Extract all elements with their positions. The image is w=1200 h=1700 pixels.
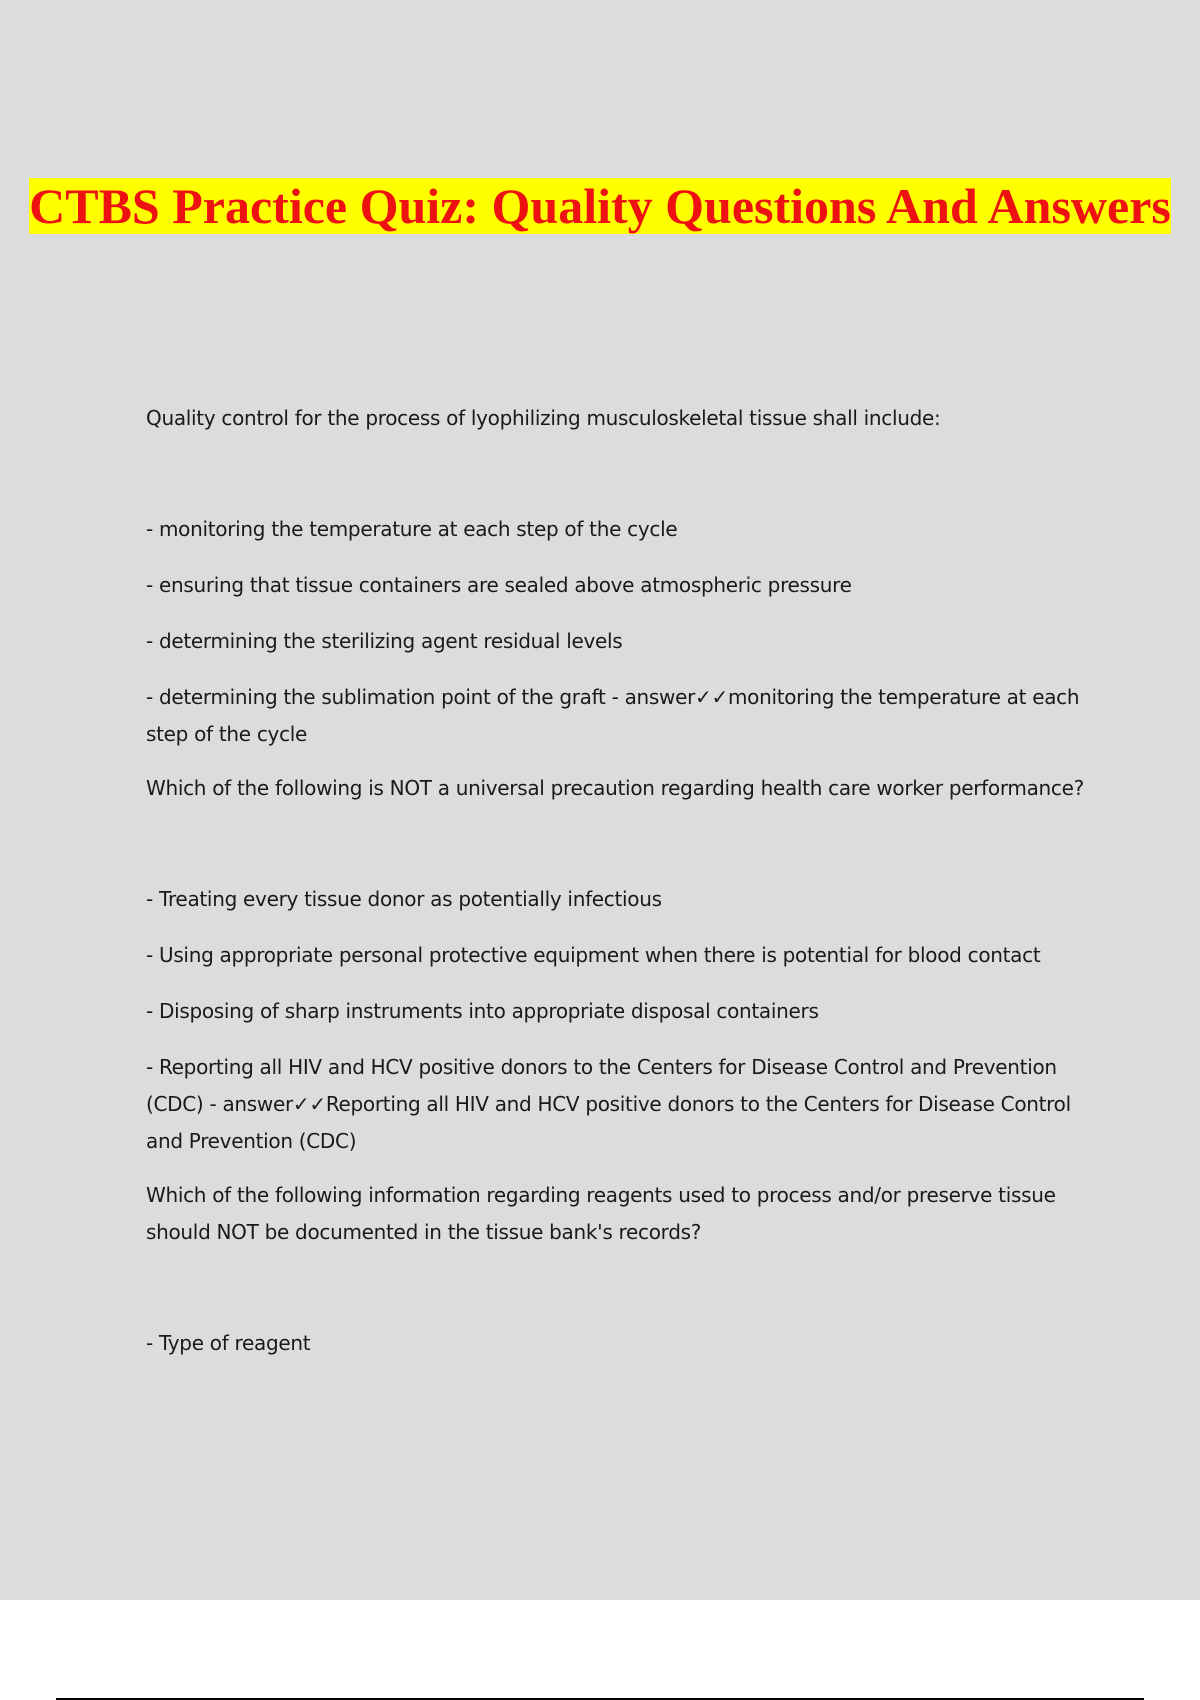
question-1-option-4-answer: - determining the sublimation point of the graft - answer✓✓monitoring the temperature at each step of the cycle [146,685,1080,746]
question-1-option-2: - ensuring that tissue containers are sealed above atmospheric pressure [146,573,852,597]
question-3-option-1: - Type of reagent [146,1331,311,1355]
question-1-option-3: - determining the sterilizing agent residual levels [146,629,623,653]
question-3: Which of the following information regarding reagents used to process and/or preserve tissue should NOT be documented in the tissue bank's records? [146,1183,1056,1244]
question-1: Quality control for the process of lyophilizing musculoskeletal tissue shall include: [146,406,941,430]
question-2: Which of the following is NOT a universal precaution regarding health care worker performance? [146,776,1084,800]
document-body [146,400,1091,1362]
question-2-option-1: - Treating every tissue donor as potentially infectious [146,887,662,911]
document-title-block [0,178,1200,235]
document-title: CTBS Practice Quiz: Quality Questions And Answers [29,178,1171,234]
question-2-option-4-answer: - Reporting all HIV and HCV positive donors to the Centers for Disease Control and Prevention (CDC) - answer✓✓Reporting all HIV and HCV positive donors to the Centers for Disease Control and Prevention (CDC) [146,1055,1071,1153]
question-1-option-1: - monitoring the temperature at each step of the cycle [146,517,678,541]
question-2-option-3: - Disposing of sharp instruments into appropriate disposal containers [146,999,819,1023]
question-2-option-2: - Using appropriate personal protective equipment when there is potential for blood contact [146,943,1041,967]
